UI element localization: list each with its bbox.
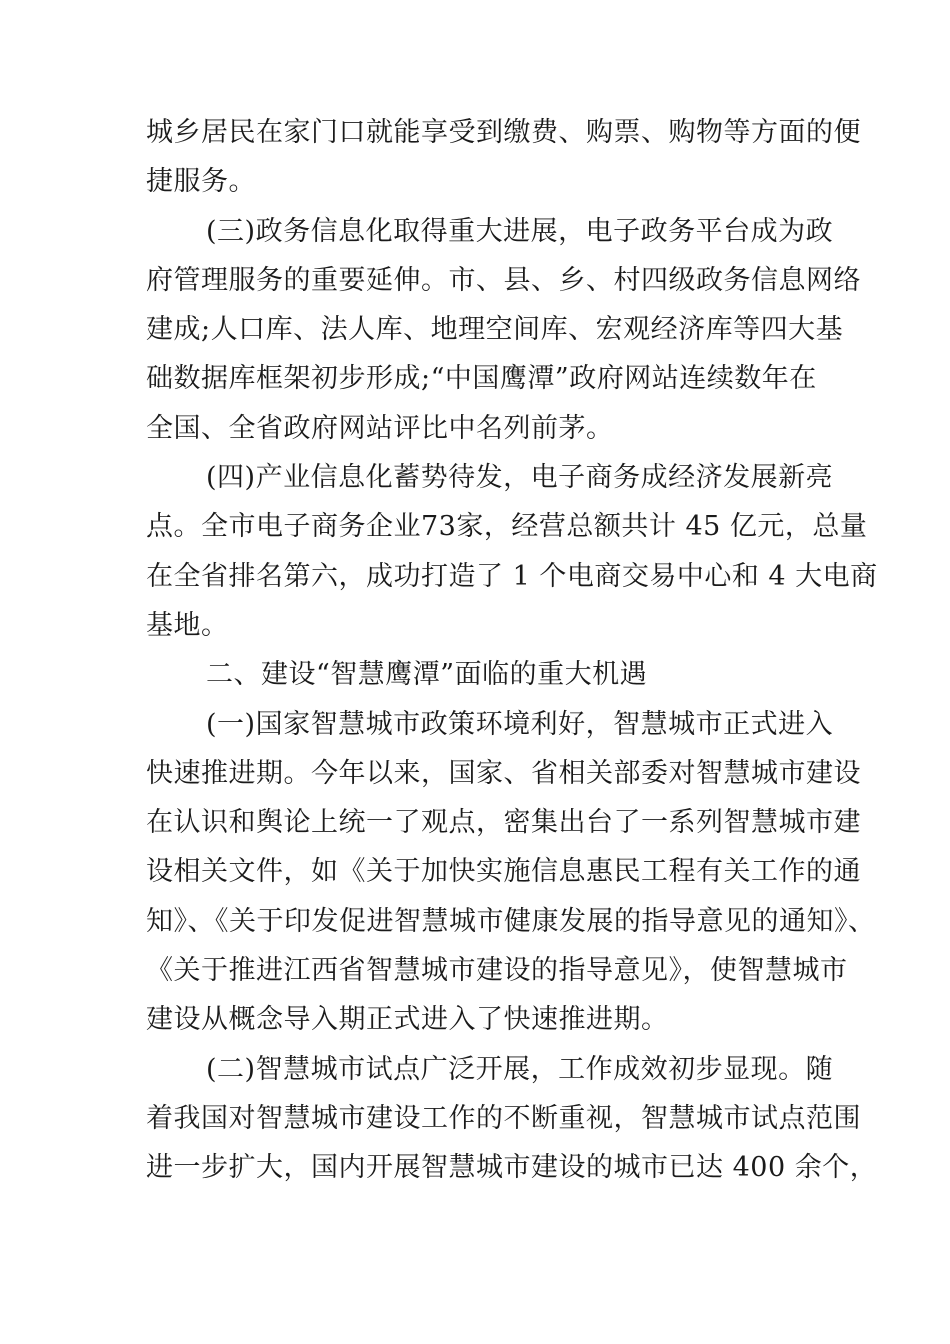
text-line: 捷服务。 — [146, 166, 256, 198]
text-line: 快速推进期。今年以来，国家、省相关部委对智慧城市建设 — [146, 757, 861, 789]
paragraph-start-line: (四)产业信息化蓄势待发，电子商务成经济发展新亮 — [206, 462, 834, 494]
text-line: 基地。 — [146, 609, 229, 641]
text-line: 进一步扩大，国内开展智慧城市建设的城市已达 400 余个， — [146, 1152, 878, 1184]
text-line: 在全省排名第六，成功打造了 1 个电商交易中心和 4 大电商 — [146, 560, 878, 592]
text-line: 础数据库框架初步形成;“中国鹰潭”政府网站连续数年在 — [146, 363, 817, 395]
text-line: 建成;人口库、法人库、地理空间库、宏观经济库等四大基 — [146, 314, 844, 346]
paragraph-start-line: (二)智慧城市试点广泛开展，工作成效初步显现。随 — [206, 1053, 834, 1085]
text-line: 在认识和舆论上统一了观点，密集出台了一系列智慧城市建 — [146, 807, 861, 839]
section-heading: 二、建设“智慧鹰潭”面临的重大机遇 — [206, 659, 648, 691]
text-line: 着我国对智慧城市建设工作的不断重视，智慧城市试点范围 — [146, 1102, 861, 1134]
text-line: 设相关文件，如《关于加快实施信息惠民工程有关工作的通 — [146, 856, 861, 888]
text-line: 府管理服务的重要延伸。市、县、乡、村四级政务信息网络 — [146, 264, 861, 296]
text-line: 点。全市电子商务企业73家，经营总额共计 45 亿元，总量 — [146, 511, 868, 543]
text-line: 全国、全省政府网站评比中名列前茅。 — [146, 412, 614, 444]
text-line: 建设从概念导入期正式进入了快速推进期。 — [146, 1004, 669, 1036]
paragraph-start-line: (三)政务信息化取得重大进展，电子政务平台成为政 — [206, 215, 834, 247]
text-line: 城乡居民在家门口就能享受到缴费、购票、购物等方面的便 — [146, 117, 861, 148]
paragraph-start-line: (一)国家智慧城市政策环境利好，智慧城市正式进入 — [206, 708, 834, 740]
document-body — [146, 108, 878, 1193]
text-line: 《关于推进江西省智慧城市建设的指导意见》，使智慧城市 — [146, 955, 848, 987]
text-line: 知》、《关于印发促进智慧城市健康发展的指导意见的通知》、 — [146, 905, 876, 937]
